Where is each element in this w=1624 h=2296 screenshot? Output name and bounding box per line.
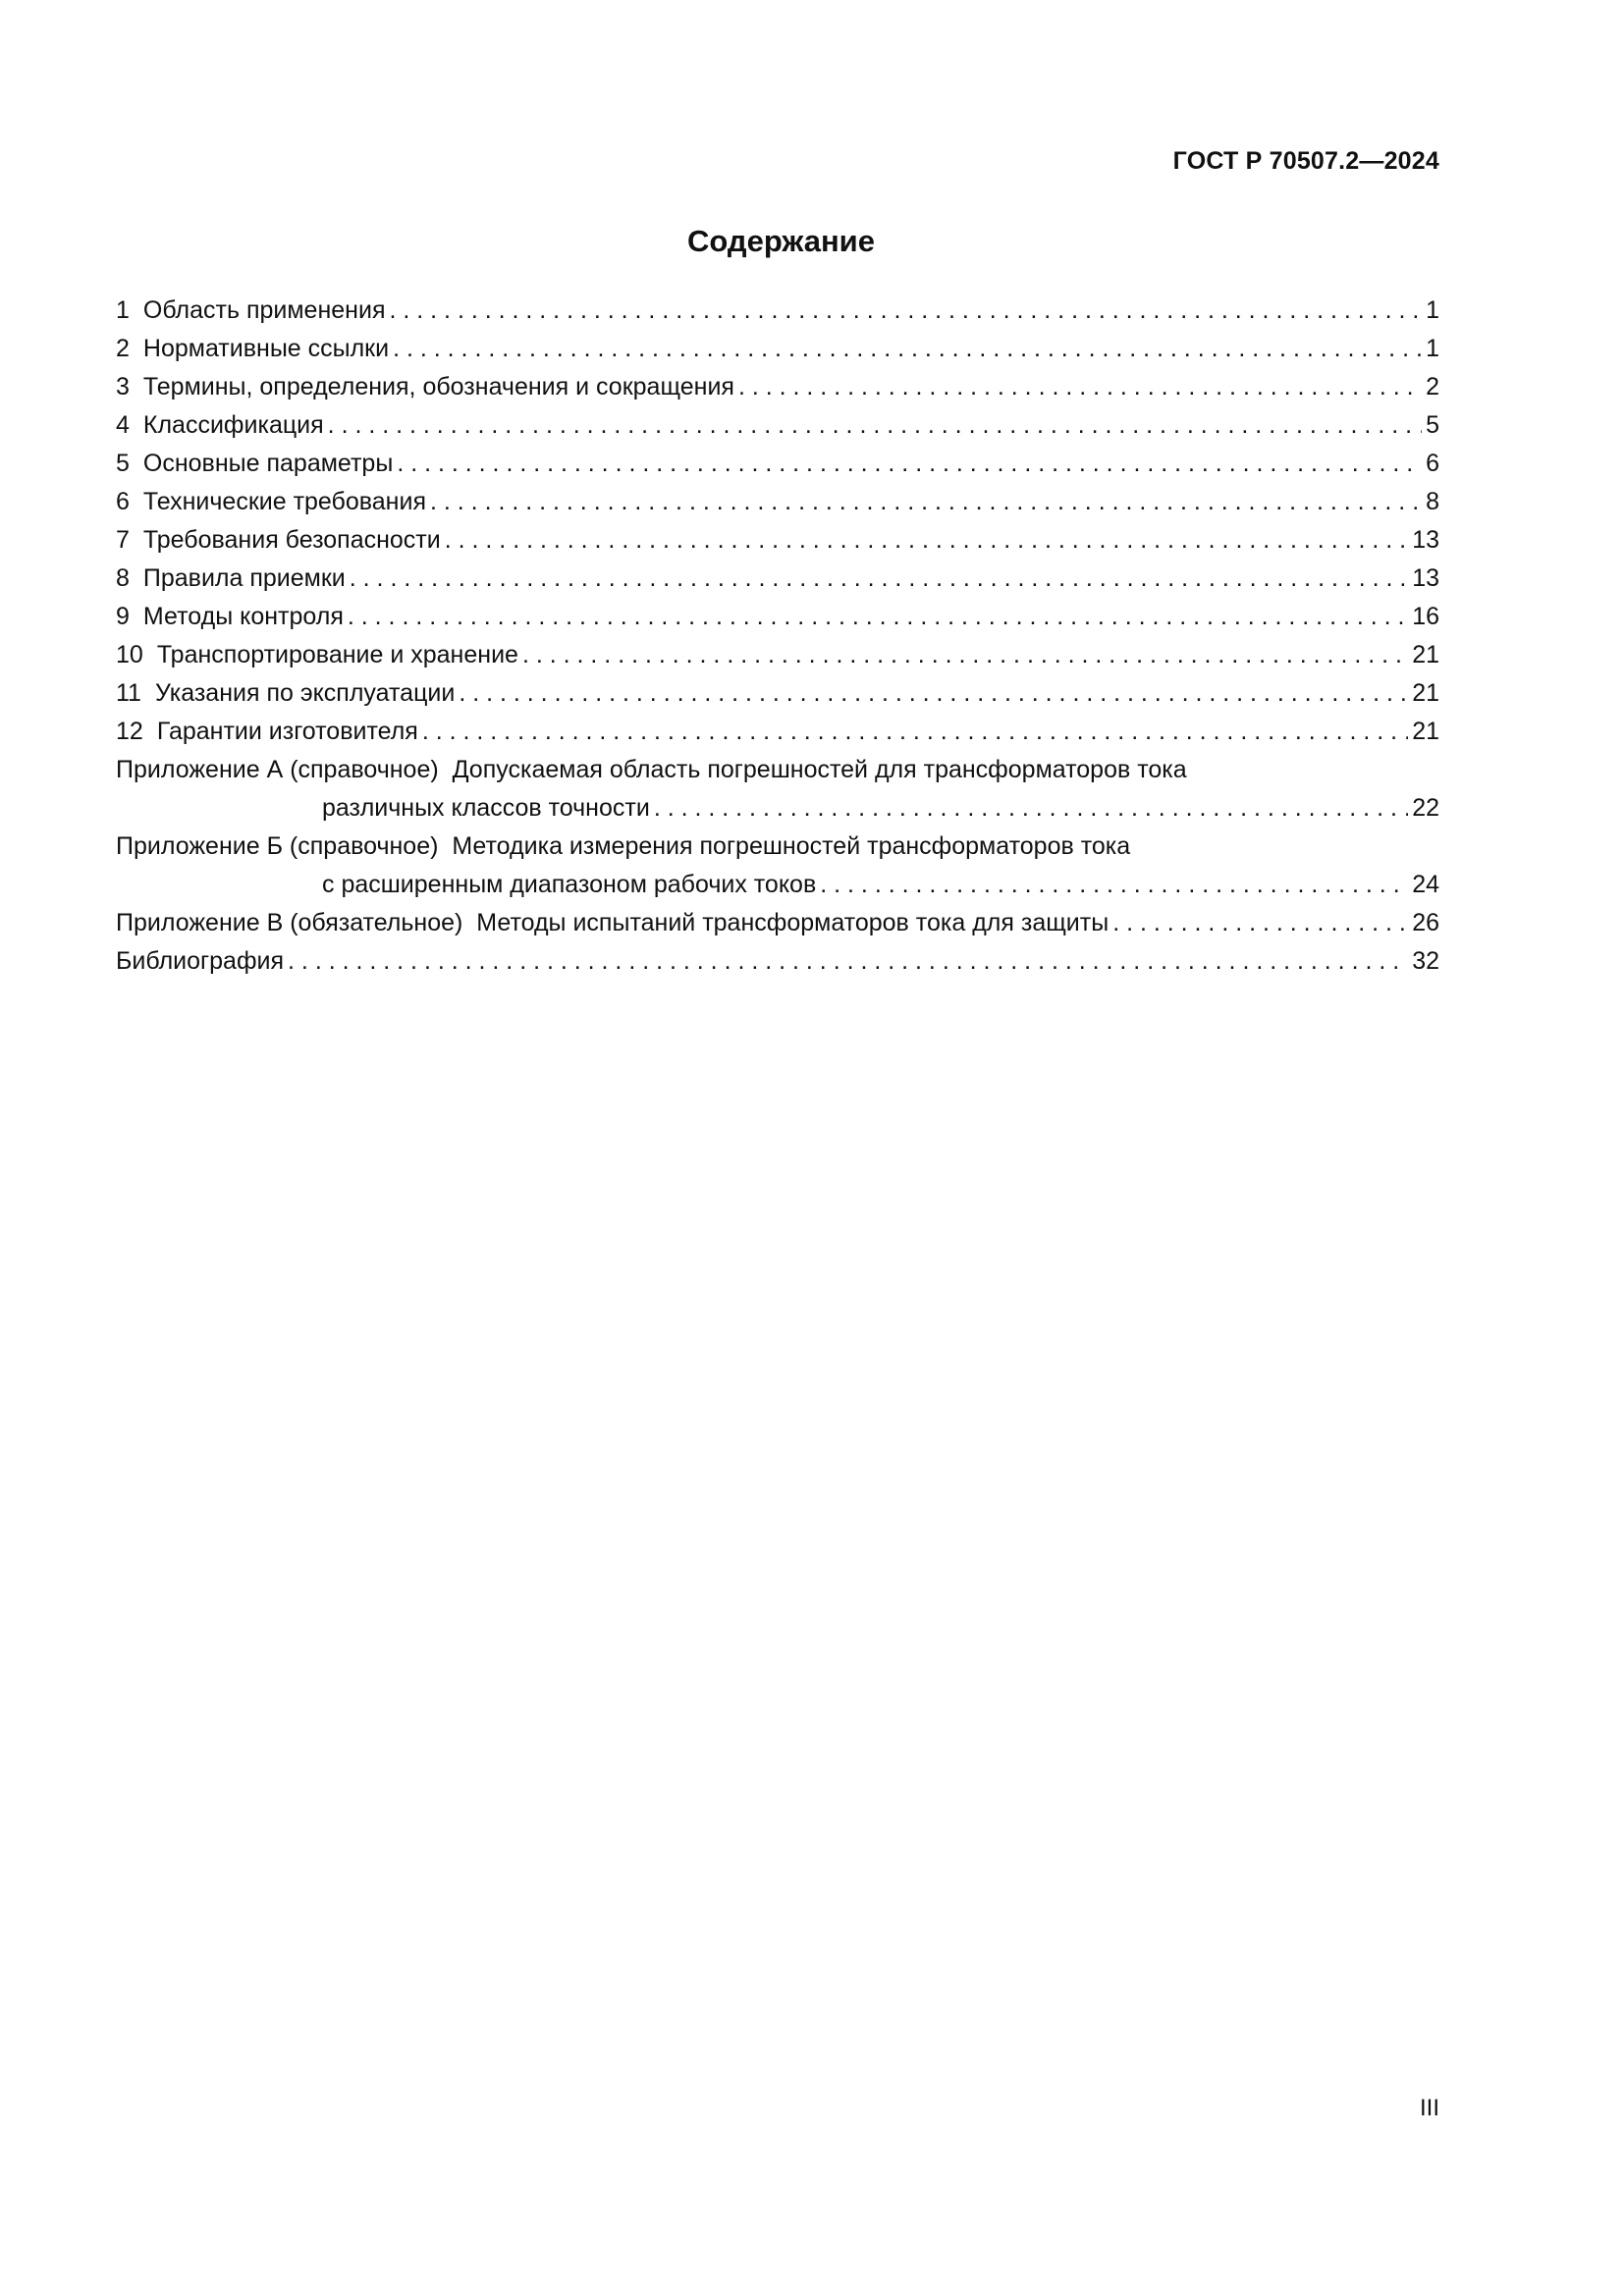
dot-leader bbox=[348, 598, 1408, 636]
toc-entry-page: 8 bbox=[1426, 488, 1439, 515]
toc-entry-title: Термины, определения, обозначения и сокращения bbox=[142, 373, 734, 400]
toc-entry[interactable] bbox=[116, 368, 1439, 406]
toc-entry-title: Указания по эксплуатации bbox=[154, 679, 456, 707]
toc-entry-page: 2 bbox=[1426, 373, 1439, 400]
toc-entry-title: Нормативные ссылки bbox=[142, 335, 390, 362]
toc-entry-title: Классификация bbox=[142, 411, 324, 439]
toc-entry-number: 2 bbox=[116, 335, 130, 362]
toc-entry-number: 5 bbox=[116, 450, 130, 477]
toc-appendix-line bbox=[116, 751, 1439, 789]
toc-entry-page: 32 bbox=[1412, 947, 1439, 975]
appendix-label: Приложение А (справочное) bbox=[116, 756, 439, 783]
dot-leader bbox=[820, 866, 1408, 904]
toc-entry-number: 6 bbox=[116, 488, 130, 515]
dot-leader bbox=[522, 636, 1408, 674]
dot-leader bbox=[654, 789, 1408, 828]
toc-entry-number: 12 bbox=[116, 718, 143, 745]
toc-entry[interactable] bbox=[116, 713, 1439, 751]
toc-entry-page: 21 bbox=[1412, 718, 1439, 745]
appendix-title-continued: различных классов точности bbox=[322, 794, 650, 822]
dot-leader bbox=[389, 292, 1422, 330]
toc-entry[interactable] bbox=[116, 406, 1439, 445]
toc-entry-page: 21 bbox=[1412, 641, 1439, 668]
page-title: Содержание bbox=[687, 224, 875, 258]
document-code: ГОСТ Р 70507.2—2024 bbox=[1172, 147, 1439, 175]
toc-appendix-line bbox=[116, 828, 1439, 866]
appendix-label: Приложение В (обязательное) bbox=[116, 909, 463, 936]
toc-entry-page: 24 bbox=[1412, 871, 1439, 898]
toc-appendix-b[interactable] bbox=[116, 828, 1439, 904]
dot-leader bbox=[445, 521, 1408, 560]
appendix-label: Приложение Б (справочное) bbox=[116, 832, 439, 860]
page-number: III bbox=[1419, 2095, 1439, 2121]
toc-entry-number: 10 bbox=[116, 641, 143, 668]
appendix-title: Методика измерения погрешностей трансформаторов тока bbox=[452, 832, 1131, 860]
dot-leader bbox=[459, 674, 1408, 713]
toc-bibliography[interactable] bbox=[116, 942, 1439, 981]
toc-entry[interactable] bbox=[116, 598, 1439, 636]
toc-entry-title: Правила приемки bbox=[142, 564, 346, 592]
toc-entry-number: 3 bbox=[116, 373, 130, 400]
dot-leader bbox=[288, 942, 1408, 981]
toc-entry-number: 7 bbox=[116, 526, 130, 554]
toc-entry-number: 1 bbox=[116, 296, 130, 324]
toc-entry[interactable] bbox=[116, 560, 1439, 598]
toc-entry[interactable] bbox=[116, 636, 1439, 674]
toc-entry-page: 16 bbox=[1412, 603, 1439, 630]
dot-leader bbox=[350, 560, 1408, 598]
dot-leader bbox=[422, 713, 1408, 751]
toc-entry-page: 13 bbox=[1412, 526, 1439, 554]
toc-entry-number: 4 bbox=[116, 411, 130, 439]
toc-entry[interactable] bbox=[116, 674, 1439, 713]
toc-entry-page: 26 bbox=[1412, 909, 1439, 936]
toc-entry-number: 8 bbox=[116, 564, 130, 592]
toc-appendix-line bbox=[116, 866, 1439, 904]
dot-leader bbox=[393, 330, 1422, 368]
dot-leader bbox=[328, 406, 1422, 445]
appendix-title-continued: с расширенным диапазоном рабочих токов bbox=[322, 871, 817, 898]
toc-entry[interactable] bbox=[116, 292, 1439, 330]
toc-entry[interactable] bbox=[116, 445, 1439, 483]
toc-entry-title: Требования безопасности bbox=[142, 526, 441, 554]
toc-entry-page: 1 bbox=[1426, 335, 1439, 362]
toc-entry[interactable] bbox=[116, 521, 1439, 560]
toc-entry-title: Методы контроля bbox=[142, 603, 344, 630]
toc-entry-title: Основные параметры bbox=[142, 450, 394, 477]
toc-appendix-v[interactable] bbox=[116, 904, 1439, 942]
toc-entry-number: 9 bbox=[116, 603, 130, 630]
toc-entry[interactable] bbox=[116, 483, 1439, 521]
toc-entry-title: Транспортирование и хранение bbox=[156, 641, 518, 668]
toc-entry-page: 13 bbox=[1412, 564, 1439, 592]
toc-entry-title: Технические требования bbox=[142, 488, 426, 515]
appendix-title: Методы испытаний трансформаторов тока для защиты bbox=[476, 909, 1110, 936]
bibliography-title: Библиография bbox=[116, 947, 285, 975]
toc-entry-page: 21 bbox=[1412, 679, 1439, 707]
toc-entry-title: Гарантии изготовителя bbox=[156, 718, 418, 745]
table-of-contents bbox=[116, 292, 1439, 981]
toc-appendix-line bbox=[116, 789, 1439, 828]
toc-entry-page: 1 bbox=[1426, 296, 1439, 324]
dot-leader bbox=[738, 368, 1422, 406]
dot-leader bbox=[397, 445, 1422, 483]
toc-entry-page: 22 bbox=[1412, 794, 1439, 822]
toc-entry-page: 5 bbox=[1426, 411, 1439, 439]
dot-leader bbox=[1112, 904, 1408, 942]
toc-appendix-a[interactable] bbox=[116, 751, 1439, 828]
toc-entry-page: 6 bbox=[1426, 450, 1439, 477]
toc-entry-title: Область применения bbox=[142, 296, 386, 324]
dot-leader bbox=[430, 483, 1422, 521]
toc-entry-number: 11 bbox=[116, 679, 141, 707]
appendix-title: Допускаемая область погрешностей для трансформаторов тока bbox=[452, 756, 1187, 783]
toc-entry[interactable] bbox=[116, 330, 1439, 368]
